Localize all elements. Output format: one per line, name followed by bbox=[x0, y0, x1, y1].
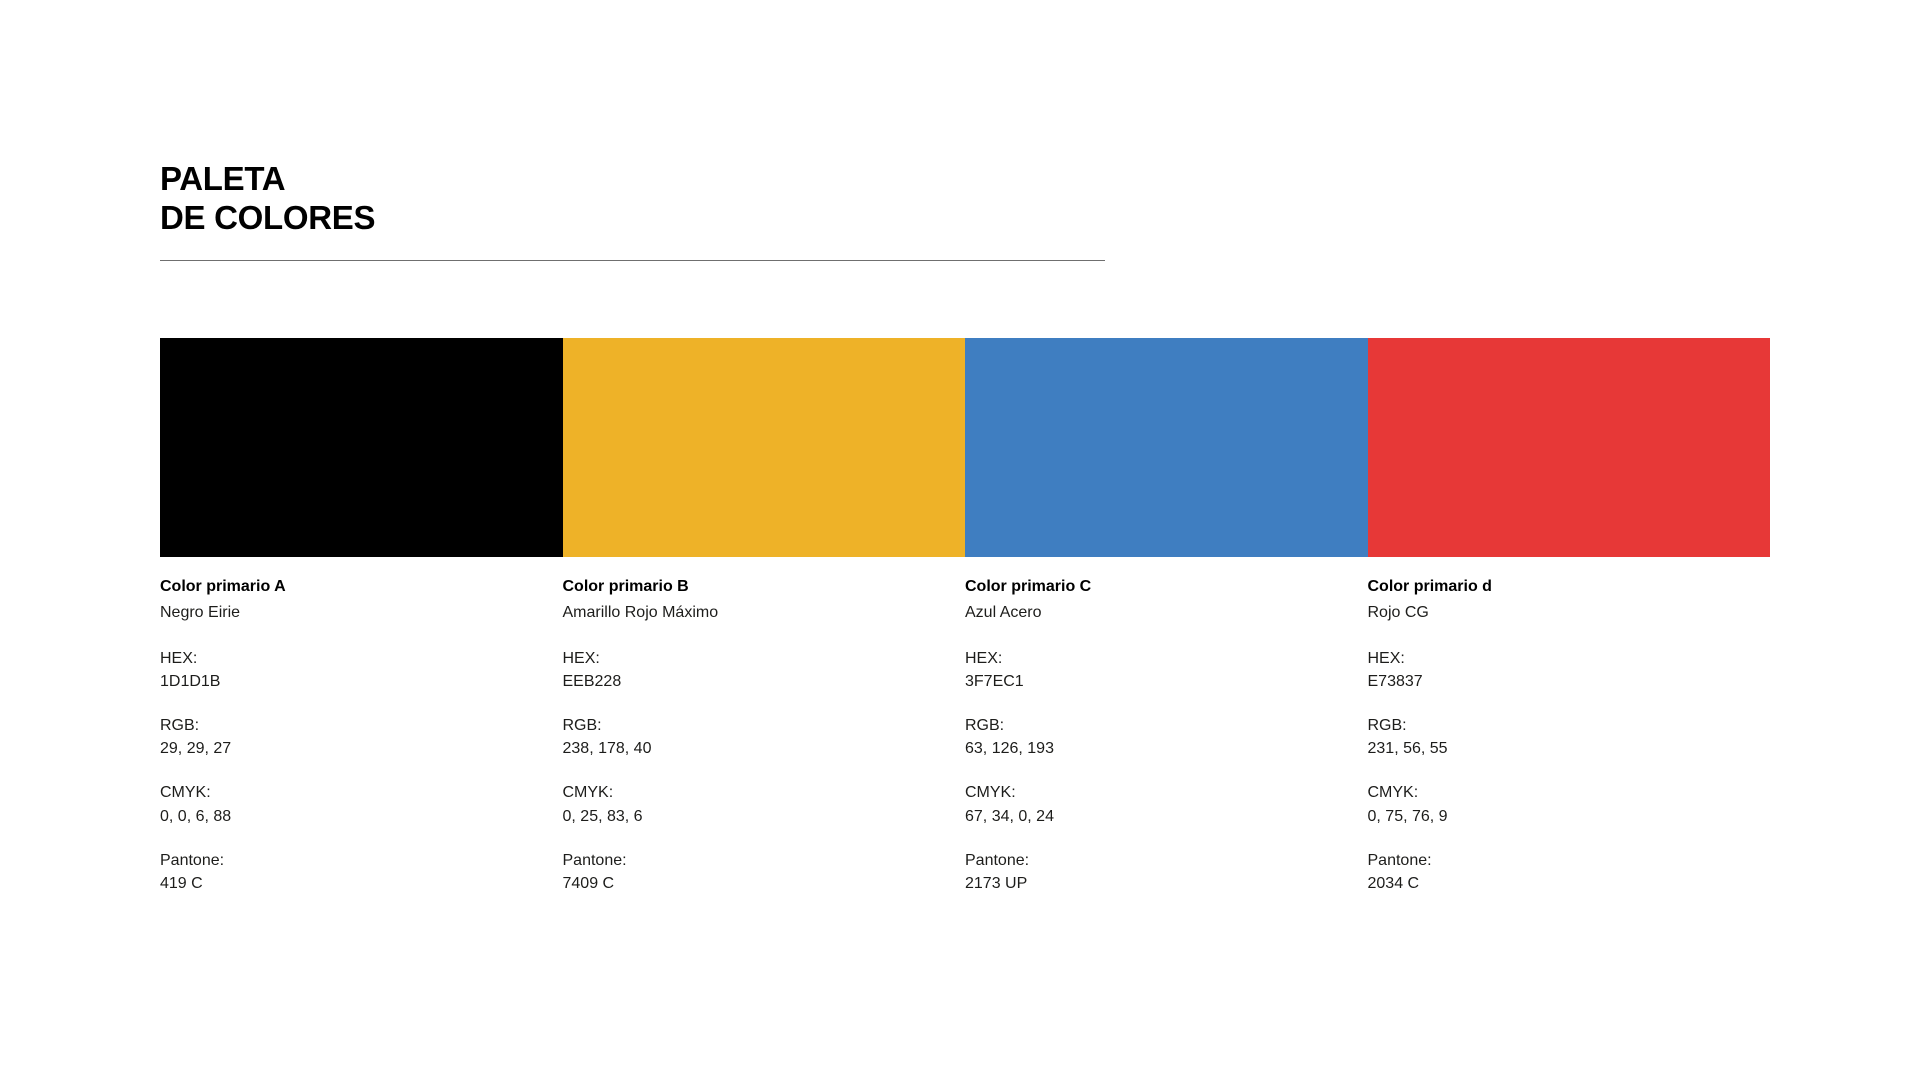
color-title: Color primario B bbox=[562, 578, 689, 595]
rgb-value: 238, 178, 40 bbox=[562, 740, 652, 758]
color-name: Amarillo Rojo Máximo bbox=[562, 603, 719, 621]
cmyk-label: CMYK: bbox=[160, 784, 211, 802]
hex-label: HEX: bbox=[160, 649, 198, 667]
rgb-label: RGB: bbox=[160, 716, 200, 734]
cmyk-label: CMYK: bbox=[562, 784, 614, 802]
color-title: Color primario C bbox=[965, 578, 1092, 595]
pantone-field bbox=[563, 849, 926, 895]
color-info-row bbox=[160, 575, 1770, 895]
hex-value: 3F7EC1 bbox=[965, 672, 1024, 690]
hex-field bbox=[965, 647, 1328, 693]
cmyk-field bbox=[965, 781, 1328, 827]
pantone-label: Pantone: bbox=[160, 851, 225, 869]
rgb-value: 231, 56, 55 bbox=[1367, 740, 1448, 758]
hex-field bbox=[563, 647, 926, 693]
rgb-field bbox=[563, 714, 926, 760]
pantone-label: Pantone: bbox=[965, 851, 1030, 869]
header-divider bbox=[160, 260, 1105, 261]
color-title: Color primario A bbox=[160, 578, 286, 595]
pantone-field bbox=[965, 849, 1328, 895]
cmyk-value: 0, 0, 6, 88 bbox=[160, 807, 232, 825]
cmyk-value: 67, 34, 0, 24 bbox=[965, 807, 1054, 825]
rgb-value: 29, 29, 27 bbox=[160, 740, 232, 758]
color-name: Rojo CG bbox=[1367, 603, 1429, 621]
page-title bbox=[160, 160, 1105, 238]
pantone-label: Pantone: bbox=[562, 851, 627, 869]
color-name: Azul Acero bbox=[965, 603, 1042, 621]
rgb-field bbox=[965, 714, 1328, 760]
page-title-line-2: DE COLORES bbox=[160, 198, 376, 236]
pantone-value: 2173 UP bbox=[965, 874, 1028, 892]
cmyk-field bbox=[563, 781, 926, 827]
hex-field bbox=[1368, 647, 1731, 693]
pantone-value: 7409 C bbox=[562, 874, 615, 892]
cmyk-field bbox=[1368, 781, 1731, 827]
pantone-field bbox=[160, 849, 523, 895]
cmyk-label: CMYK: bbox=[965, 784, 1016, 802]
color-swatch-c bbox=[965, 338, 1368, 557]
color-info-a bbox=[160, 575, 563, 895]
page-header bbox=[160, 160, 1105, 261]
color-info-c bbox=[965, 575, 1368, 895]
color-swatch-b bbox=[563, 338, 966, 557]
color-swatch-a bbox=[160, 338, 563, 557]
cmyk-value: 0, 75, 76, 9 bbox=[1367, 807, 1448, 825]
hex-label: HEX: bbox=[965, 649, 1003, 667]
rgb-field bbox=[160, 714, 523, 760]
color-swatch-d bbox=[1368, 338, 1771, 557]
pantone-label: Pantone: bbox=[1367, 851, 1432, 869]
swatch-strip bbox=[160, 338, 1770, 557]
hex-label: HEX: bbox=[562, 649, 600, 667]
rgb-value: 63, 126, 193 bbox=[965, 740, 1054, 758]
cmyk-value: 0, 25, 83, 6 bbox=[562, 807, 643, 825]
color-name: Negro Eirie bbox=[160, 603, 241, 621]
hex-value: 1D1D1B bbox=[160, 672, 221, 690]
hex-value: E73837 bbox=[1367, 672, 1423, 690]
rgb-label: RGB: bbox=[965, 716, 1005, 734]
cmyk-label: CMYK: bbox=[1367, 784, 1419, 802]
page-title-line-1: PALETA bbox=[160, 160, 286, 197]
color-info-d bbox=[1368, 575, 1771, 895]
cmyk-field bbox=[160, 781, 523, 827]
color-info-b bbox=[563, 575, 966, 895]
rgb-field bbox=[1368, 714, 1731, 760]
hex-label: HEX: bbox=[1367, 649, 1405, 667]
pantone-value: 419 C bbox=[160, 874, 203, 892]
pantone-field bbox=[1368, 849, 1731, 895]
rgb-label: RGB: bbox=[1367, 716, 1407, 734]
rgb-label: RGB: bbox=[562, 716, 602, 734]
pantone-value: 2034 C bbox=[1367, 874, 1420, 892]
hex-field bbox=[160, 647, 523, 693]
hex-value: EEB228 bbox=[562, 672, 622, 690]
color-title: Color primario d bbox=[1367, 578, 1492, 595]
